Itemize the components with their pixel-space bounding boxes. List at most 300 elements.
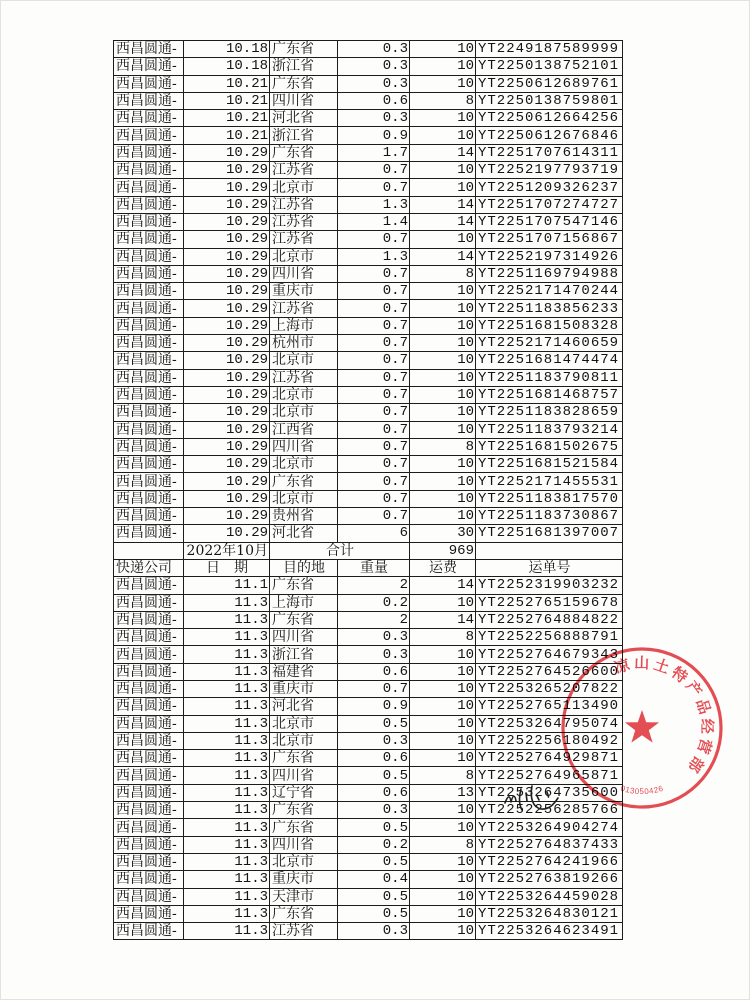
freight-cell: 10 xyxy=(410,802,476,819)
table-row xyxy=(114,317,623,334)
table-row xyxy=(114,404,623,421)
company-cell: 西昌圆通- xyxy=(114,162,184,179)
tracking-number-cell: YT2251681468757 xyxy=(476,386,623,403)
tracking-number-cell: YT2253264459028 xyxy=(476,888,623,905)
freight-cell: 10 xyxy=(410,680,476,697)
weight-cell: 0.5 xyxy=(338,767,410,784)
freight-cell: 10 xyxy=(410,715,476,732)
company-cell: 西昌圆通- xyxy=(114,629,184,646)
destination-cell: 北京市 xyxy=(270,732,338,749)
freight-cell: 10 xyxy=(410,231,476,248)
tracking-number-cell: YT2252171460659 xyxy=(476,335,623,352)
tracking-number-cell: YT2252765159678 xyxy=(476,594,623,611)
destination-cell: 广东省 xyxy=(270,75,338,92)
freight-cell: 10 xyxy=(410,888,476,905)
weight-cell: 0.7 xyxy=(338,490,410,507)
tracking-number-cell: YT2252764679343 xyxy=(476,646,623,663)
date-cell: 11.3 xyxy=(184,646,270,663)
destination-cell: 广东省 xyxy=(270,819,338,836)
weight-cell: 1.3 xyxy=(338,248,410,265)
date-cell: 11.3 xyxy=(184,905,270,922)
date-cell: 11.1 xyxy=(184,577,270,594)
table-row xyxy=(114,421,623,438)
destination-cell: 北京市 xyxy=(270,248,338,265)
destination-cell: 广东省 xyxy=(270,611,338,628)
table-row xyxy=(114,162,623,179)
summary-empty-cell xyxy=(476,542,623,559)
freight-cell: 8 xyxy=(410,92,476,109)
weight-cell: 0.9 xyxy=(338,698,410,715)
header-destination: 目的地 xyxy=(270,559,338,576)
company-cell: 西昌圆通- xyxy=(114,611,184,628)
destination-cell: 北京市 xyxy=(270,715,338,732)
freight-cell: 10 xyxy=(410,58,476,75)
tracking-number-cell: YT2253264904274 xyxy=(476,819,623,836)
company-cell: 西昌圆通- xyxy=(114,421,184,438)
company-cell: 西昌圆通- xyxy=(114,335,184,352)
tracking-number-cell: YT2252764965871 xyxy=(476,767,623,784)
freight-cell: 14 xyxy=(410,144,476,161)
weight-cell: 0.3 xyxy=(338,629,410,646)
company-cell: 西昌圆通- xyxy=(114,404,184,421)
date-cell: 10.29 xyxy=(184,179,270,196)
freight-cell: 8 xyxy=(410,438,476,455)
date-cell: 11.3 xyxy=(184,715,270,732)
summary-empty-cell xyxy=(114,542,184,559)
date-cell: 10.29 xyxy=(184,404,270,421)
date-cell: 10.29 xyxy=(184,369,270,386)
header-freight: 运费 xyxy=(410,559,476,576)
company-cell: 西昌圆通- xyxy=(114,888,184,905)
tracking-number-cell: YT2251209326237 xyxy=(476,179,623,196)
date-cell: 10.21 xyxy=(184,110,270,127)
date-cell: 10.18 xyxy=(184,58,270,75)
destination-cell: 四川省 xyxy=(270,265,338,282)
tracking-number-cell: YT2252765113490 xyxy=(476,698,623,715)
tracking-number-cell: YT2251183828659 xyxy=(476,404,623,421)
freight-cell: 10 xyxy=(410,162,476,179)
freight-cell: 10 xyxy=(410,317,476,334)
october-rows xyxy=(114,41,623,543)
table-row xyxy=(114,508,623,525)
header-date: 日 期 xyxy=(184,559,270,576)
weight-cell: 0.5 xyxy=(338,905,410,922)
destination-cell: 江苏省 xyxy=(270,231,338,248)
company-cell: 西昌圆通- xyxy=(114,317,184,334)
weight-cell: 0.5 xyxy=(338,819,410,836)
destination-cell: 江西省 xyxy=(270,421,338,438)
table-row xyxy=(114,127,623,144)
tracking-number-cell: YT2251681508328 xyxy=(476,317,623,334)
weight-cell: 0.3 xyxy=(338,732,410,749)
tracking-number-cell: YT2252171470244 xyxy=(476,283,623,300)
company-cell: 西昌圆通- xyxy=(114,41,184,58)
company-cell: 西昌圆通- xyxy=(114,179,184,196)
date-cell: 10.29 xyxy=(184,473,270,490)
date-cell: 10.29 xyxy=(184,265,270,282)
company-cell: 西昌圆通- xyxy=(114,231,184,248)
company-cell: 西昌圆通- xyxy=(114,784,184,801)
date-cell: 11.3 xyxy=(184,680,270,697)
tracking-number-cell: YT2251183793214 xyxy=(476,421,623,438)
company-cell: 西昌圆通- xyxy=(114,300,184,317)
company-cell: 西昌圆通- xyxy=(114,750,184,767)
company-cell: 西昌圆通- xyxy=(114,732,184,749)
company-cell: 西昌圆通- xyxy=(114,923,184,940)
freight-cell: 10 xyxy=(410,404,476,421)
company-cell: 西昌圆通- xyxy=(114,853,184,870)
destination-cell: 广东省 xyxy=(270,802,338,819)
company-cell: 西昌圆通- xyxy=(114,92,184,109)
weight-cell: 0.3 xyxy=(338,58,410,75)
destination-cell: 江苏省 xyxy=(270,300,338,317)
destination-cell: 广东省 xyxy=(270,473,338,490)
date-cell: 11.3 xyxy=(184,767,270,784)
table-row xyxy=(114,300,623,317)
table-row xyxy=(114,75,623,92)
destination-cell: 江苏省 xyxy=(270,196,338,213)
weight-cell: 0.7 xyxy=(338,456,410,473)
freight-cell: 10 xyxy=(410,663,476,680)
weight-cell: 0.7 xyxy=(338,680,410,697)
destination-cell: 四川省 xyxy=(270,836,338,853)
weight-cell: 0.5 xyxy=(338,853,410,870)
date-cell: 11.3 xyxy=(184,698,270,715)
date-cell: 11.3 xyxy=(184,923,270,940)
weight-cell: 0.7 xyxy=(338,473,410,490)
tracking-number-cell: YT2252764929871 xyxy=(476,750,623,767)
date-cell: 10.21 xyxy=(184,127,270,144)
table-row xyxy=(114,283,623,300)
freight-cell: 8 xyxy=(410,629,476,646)
tracking-number-cell: YT2250138752101 xyxy=(476,58,623,75)
company-seal xyxy=(559,644,725,812)
weight-cell: 0.3 xyxy=(338,110,410,127)
freight-cell: 14 xyxy=(410,213,476,230)
table-row xyxy=(114,871,623,888)
freight-cell: 10 xyxy=(410,646,476,663)
tracking-number-cell: YT2251169794988 xyxy=(476,265,623,282)
date-cell: 10.29 xyxy=(184,508,270,525)
weight-cell: 0.7 xyxy=(338,231,410,248)
signature-stroke xyxy=(505,796,516,803)
destination-cell: 北京市 xyxy=(270,352,338,369)
freight-cell: 10 xyxy=(410,110,476,127)
table-row xyxy=(114,680,623,697)
tracking-number-cell: YT2249187589999 xyxy=(476,41,623,58)
tracking-number-cell: YT2252764884822 xyxy=(476,611,623,628)
destination-cell: 江苏省 xyxy=(270,923,338,940)
company-cell: 西昌圆通- xyxy=(114,715,184,732)
table-row xyxy=(114,92,623,109)
tracking-number-cell: YT2252171455531 xyxy=(476,473,623,490)
tracking-number-cell: YT2251707274727 xyxy=(476,196,623,213)
company-cell: 西昌圆通- xyxy=(114,646,184,663)
tracking-number-cell: YT2250612676846 xyxy=(476,127,623,144)
date-cell: 10.29 xyxy=(184,144,270,161)
table-row xyxy=(114,196,623,213)
october-summary-and-header xyxy=(114,542,623,577)
destination-cell: 江苏省 xyxy=(270,162,338,179)
destination-cell: 江苏省 xyxy=(270,213,338,230)
weight-cell: 0.2 xyxy=(338,594,410,611)
date-cell: 11.3 xyxy=(184,750,270,767)
table-row xyxy=(114,819,623,836)
freight-cell: 13 xyxy=(410,784,476,801)
tracking-number-cell: YT2253264795074 xyxy=(476,715,623,732)
weight-cell: 0.7 xyxy=(338,265,410,282)
tracking-number-cell: YT2252319903232 xyxy=(476,577,623,594)
weight-cell: 0.7 xyxy=(338,352,410,369)
destination-cell: 广东省 xyxy=(270,144,338,161)
freight-cell: 10 xyxy=(410,456,476,473)
company-cell: 西昌圆通- xyxy=(114,525,184,542)
column-header-row xyxy=(114,559,623,576)
date-cell: 11.3 xyxy=(184,819,270,836)
date-cell: 11.3 xyxy=(184,836,270,853)
weight-cell: 0.7 xyxy=(338,508,410,525)
company-cell: 西昌圆通- xyxy=(114,196,184,213)
tracking-number-cell: YT2252256285766 xyxy=(476,802,623,819)
destination-cell: 北京市 xyxy=(270,853,338,870)
table-row xyxy=(114,715,623,732)
tracking-number-cell: YT2252764241966 xyxy=(476,853,623,870)
weight-cell: 0.9 xyxy=(338,127,410,144)
handwritten-signature xyxy=(501,779,571,819)
company-cell: 西昌圆通- xyxy=(114,456,184,473)
date-cell: 11.3 xyxy=(184,611,270,628)
tracking-number-cell: YT2253264830121 xyxy=(476,905,623,922)
company-cell: 西昌圆通- xyxy=(114,213,184,230)
freight-cell: 10 xyxy=(410,352,476,369)
weight-cell: 0.7 xyxy=(338,335,410,352)
tracking-number-cell: YT2251707156867 xyxy=(476,231,623,248)
destination-cell: 重庆市 xyxy=(270,871,338,888)
company-cell: 西昌圆通- xyxy=(114,58,184,75)
date-cell: 10.29 xyxy=(184,213,270,230)
company-cell: 西昌圆通- xyxy=(114,508,184,525)
company-cell: 西昌圆通- xyxy=(114,698,184,715)
tracking-number-cell: YT2252256888791 xyxy=(476,629,623,646)
weight-cell: 0.7 xyxy=(338,404,410,421)
tracking-number-cell: YT2251681502675 xyxy=(476,438,623,455)
freight-cell: 8 xyxy=(410,265,476,282)
signature-stroke xyxy=(526,793,527,801)
company-cell: 西昌圆通- xyxy=(114,594,184,611)
date-cell: 10.18 xyxy=(184,41,270,58)
destination-cell: 天津市 xyxy=(270,888,338,905)
destination-cell: 四川省 xyxy=(270,629,338,646)
table-row xyxy=(114,438,623,455)
weight-cell: 0.6 xyxy=(338,92,410,109)
date-cell: 11.3 xyxy=(184,594,270,611)
weight-cell: 1.3 xyxy=(338,196,410,213)
tracking-number-cell: YT2252256180492 xyxy=(476,732,623,749)
destination-cell: 广东省 xyxy=(270,577,338,594)
tracking-number-cell: YT2250612689761 xyxy=(476,75,623,92)
table-row xyxy=(114,144,623,161)
table-row xyxy=(114,335,623,352)
destination-cell: 辽宁省 xyxy=(270,784,338,801)
signature-stroke xyxy=(531,786,558,809)
weight-cell: 0.6 xyxy=(338,663,410,680)
weight-cell: 0.5 xyxy=(338,715,410,732)
date-cell: 10.29 xyxy=(184,231,270,248)
company-cell: 西昌圆通- xyxy=(114,127,184,144)
header-tracking-number: 运单号 xyxy=(476,559,623,576)
company-cell: 西昌圆通- xyxy=(114,663,184,680)
table-row xyxy=(114,231,623,248)
tracking-number-cell: YT2250612664256 xyxy=(476,110,623,127)
weight-cell: 0.7 xyxy=(338,300,410,317)
weight-cell: 0.7 xyxy=(338,438,410,455)
table-row xyxy=(114,594,623,611)
date-cell: 11.3 xyxy=(184,784,270,801)
tracking-number-cell: YT2251183817570 xyxy=(476,490,623,507)
freight-cell: 10 xyxy=(410,853,476,870)
freight-cell: 14 xyxy=(410,611,476,628)
table-row xyxy=(114,905,623,922)
table-row xyxy=(114,923,623,940)
table-row xyxy=(114,386,623,403)
freight-cell: 10 xyxy=(410,905,476,922)
tracking-number-cell: YT2251681397007 xyxy=(476,525,623,542)
freight-cell: 14 xyxy=(410,196,476,213)
weight-cell: 0.3 xyxy=(338,75,410,92)
date-cell: 10.29 xyxy=(184,335,270,352)
destination-cell: 北京市 xyxy=(270,386,338,403)
table-row xyxy=(114,836,623,853)
company-cell: 西昌圆通- xyxy=(114,802,184,819)
freight-cell: 10 xyxy=(410,508,476,525)
destination-cell: 上海市 xyxy=(270,317,338,334)
freight-cell: 10 xyxy=(410,923,476,940)
freight-cell: 10 xyxy=(410,386,476,403)
freight-cell: 10 xyxy=(410,41,476,58)
weight-cell: 0.3 xyxy=(338,41,410,58)
table-row xyxy=(114,577,623,594)
table-row xyxy=(114,750,623,767)
tracking-number-cell: YT2253264735600 xyxy=(476,784,623,801)
weight-cell: 0.6 xyxy=(338,784,410,801)
date-cell: 11.3 xyxy=(184,871,270,888)
date-cell: 11.3 xyxy=(184,629,270,646)
tracking-number-cell: YT2251707547146 xyxy=(476,213,623,230)
date-cell: 11.3 xyxy=(184,732,270,749)
company-cell: 西昌圆通- xyxy=(114,144,184,161)
signature-stroke xyxy=(520,789,522,810)
company-cell: 西昌圆通- xyxy=(114,283,184,300)
destination-cell: 北京市 xyxy=(270,179,338,196)
date-cell: 11.3 xyxy=(184,802,270,819)
date-cell: 11.3 xyxy=(184,888,270,905)
date-cell: 10.21 xyxy=(184,75,270,92)
tracking-number-cell: YT2251183856233 xyxy=(476,300,623,317)
table-row xyxy=(114,41,623,58)
destination-cell: 重庆市 xyxy=(270,680,338,697)
freight-cell: 10 xyxy=(410,490,476,507)
table-row xyxy=(114,213,623,230)
company-cell: 西昌圆通- xyxy=(114,871,184,888)
weight-cell: 2 xyxy=(338,577,410,594)
table-row xyxy=(114,646,623,663)
tracking-number-cell: YT2252764526600 xyxy=(476,663,623,680)
destination-cell: 杭州市 xyxy=(270,335,338,352)
table-row xyxy=(114,732,623,749)
summary-total-freight: 969 xyxy=(410,542,476,559)
weight-cell: 2 xyxy=(338,611,410,628)
company-cell: 西昌圆通- xyxy=(114,248,184,265)
table-row xyxy=(114,888,623,905)
freight-cell: 10 xyxy=(410,127,476,144)
date-cell: 10.29 xyxy=(184,300,270,317)
date-cell: 10.29 xyxy=(184,283,270,300)
destination-cell: 北京市 xyxy=(270,490,338,507)
company-cell: 西昌圆通- xyxy=(114,265,184,282)
weight-cell: 0.6 xyxy=(338,750,410,767)
summary-label: 合计 xyxy=(270,542,410,559)
freight-cell: 30 xyxy=(410,525,476,542)
table-row xyxy=(114,179,623,196)
freight-cell: 10 xyxy=(410,473,476,490)
freight-cell: 10 xyxy=(410,750,476,767)
date-cell: 11.3 xyxy=(184,663,270,680)
company-cell: 西昌圆通- xyxy=(114,352,184,369)
tracking-number-cell: YT2251183790811 xyxy=(476,369,623,386)
header-weight: 重量 xyxy=(338,559,410,576)
weight-cell: 1.7 xyxy=(338,144,410,161)
destination-cell: 四川省 xyxy=(270,767,338,784)
weight-cell: 0.7 xyxy=(338,283,410,300)
table-row xyxy=(114,58,623,75)
table-row xyxy=(114,369,623,386)
destination-cell: 浙江省 xyxy=(270,646,338,663)
table-row xyxy=(114,611,623,628)
date-cell: 10.29 xyxy=(184,248,270,265)
weight-cell: 0.2 xyxy=(338,836,410,853)
freight-cell: 10 xyxy=(410,698,476,715)
monthly-summary-row xyxy=(114,542,623,559)
table-row xyxy=(114,663,623,680)
table-row xyxy=(114,698,623,715)
company-cell: 西昌圆通- xyxy=(114,680,184,697)
tracking-number-cell: YT2251707614311 xyxy=(476,144,623,161)
tracking-number-cell: YT2253264623491 xyxy=(476,923,623,940)
company-cell: 西昌圆通- xyxy=(114,490,184,507)
freight-cell: 8 xyxy=(410,767,476,784)
destination-cell: 广东省 xyxy=(270,41,338,58)
destination-cell: 北京市 xyxy=(270,456,338,473)
company-cell: 西昌圆通- xyxy=(114,75,184,92)
freight-cell: 10 xyxy=(410,421,476,438)
destination-cell: 重庆市 xyxy=(270,283,338,300)
date-cell: 10.29 xyxy=(184,386,270,403)
freight-cell: 8 xyxy=(410,836,476,853)
date-cell: 10.29 xyxy=(184,490,270,507)
weight-cell: 0.7 xyxy=(338,317,410,334)
destination-cell: 福建省 xyxy=(270,663,338,680)
tracking-number-cell: YT2252197314926 xyxy=(476,248,623,265)
weight-cell: 6 xyxy=(338,525,410,542)
freight-cell: 10 xyxy=(410,819,476,836)
table-row xyxy=(114,853,623,870)
table-row xyxy=(114,265,623,282)
seal-code-text xyxy=(619,784,664,796)
table-row xyxy=(114,525,623,542)
weight-cell: 0.3 xyxy=(338,802,410,819)
freight-cell: 10 xyxy=(410,283,476,300)
company-cell: 西昌圆通- xyxy=(114,438,184,455)
